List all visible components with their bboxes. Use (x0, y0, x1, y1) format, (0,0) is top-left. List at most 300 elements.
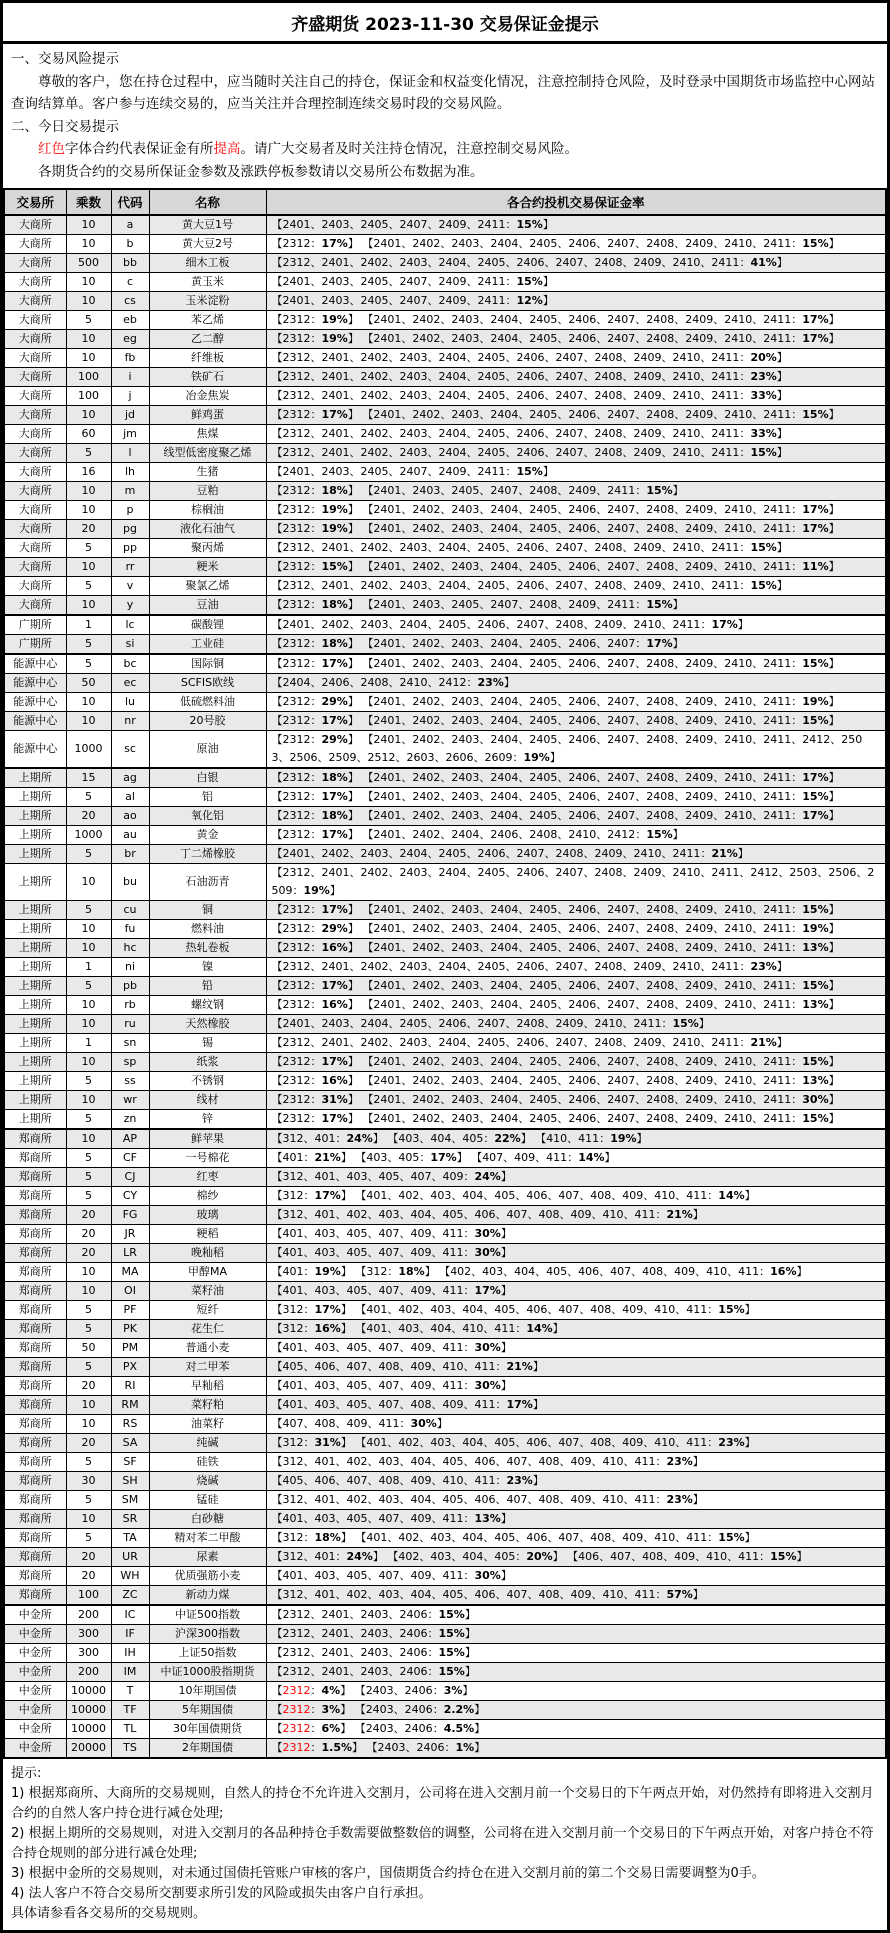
name-cell: 玻璃 (149, 1206, 266, 1225)
contract-rate-group: 【407、409、411：14%】 (471, 1151, 616, 1164)
name-cell: 尿素 (149, 1548, 266, 1567)
name-cell: 生猪 (149, 463, 266, 482)
margin-rate-value: 57% (666, 1588, 693, 1601)
margin-rate-value: 15% (750, 541, 777, 554)
exchange-cell: 郑商所 (4, 1434, 66, 1453)
name-cell: 普通小麦 (149, 1339, 266, 1358)
table-row (4, 635, 886, 655)
margin-rate-value: 14% (718, 1189, 745, 1202)
multiplier-cell: 10 (66, 1015, 111, 1034)
contract-rate-group: 【2401、2402、2403、2404、2405、2406、2407、2408、2409、2410、2411：17%】 (362, 771, 840, 784)
table-row (4, 254, 886, 273)
contract-months: 401、403、405、407、409、411 (282, 1227, 464, 1240)
table-row (4, 1644, 886, 1663)
contract-months: 401、403、405、407、408、409、411 (282, 1398, 496, 1411)
multiplier-cell: 5 (66, 1529, 111, 1548)
name-cell: 对二甲苯 (149, 1358, 266, 1377)
multiplier-cell: 5 (66, 1453, 111, 1472)
table-row (4, 1320, 886, 1339)
margin-rate-cell (266, 1739, 886, 1759)
name-cell: 碳酸锂 (149, 615, 266, 635)
margin-rate-cell (266, 826, 886, 845)
code-cell: PX (111, 1358, 149, 1377)
code-cell: TF (111, 1701, 149, 1720)
contract-months: 2401、2402、2403、2404、2405、2406、2407、2408、2409、2410、2411 (282, 618, 701, 631)
margin-rate-cell (266, 1263, 886, 1282)
name-cell: 石油沥青 (149, 864, 266, 901)
contract-rate-group: 【312、401、402、403、404、405、406、407、408、409、410、411：23%】 (271, 1493, 704, 1506)
contract-rate-group: 【401、402、403、404、405、406、407、408、409、410、411：15%】 (355, 1303, 756, 1316)
table-row (4, 1072, 886, 1091)
multiplier-cell: 10 (66, 1263, 111, 1282)
code-cell: ni (111, 958, 149, 977)
code-cell: b (111, 235, 149, 254)
margin-rate-value: 4.5% (443, 1722, 475, 1735)
notice-paragraph (11, 116, 879, 139)
multiplier-cell: 10 (66, 501, 111, 520)
contract-rate-group: 【401、402、403、404、405、406、407、408、409、410、411：14%】 (355, 1189, 756, 1202)
contract-rate-group: 【2312、2401、2403、2406：15%】 (271, 1665, 476, 1678)
margin-rate-value: 15% (802, 790, 829, 803)
code-cell: bc (111, 654, 149, 674)
multiplier-cell: 5 (66, 977, 111, 996)
contract-rate-group: 【403、405：17%】 (355, 1151, 468, 1164)
margin-rate-cell (266, 273, 886, 292)
margin-rate-cell (266, 558, 886, 577)
code-cell: SA (111, 1434, 149, 1453)
code-cell: ru (111, 1015, 149, 1034)
name-cell: 纯碱 (149, 1434, 266, 1453)
margin-rate-value: 1.5% (321, 1741, 353, 1754)
contract-rate-group: 【401、403、405、407、408、409、411：17%】 (271, 1398, 544, 1411)
code-cell: i (111, 368, 149, 387)
contract-months: 2401、2403、2405、2407、2409、2411 (282, 294, 506, 307)
margin-rate-cell (266, 387, 886, 406)
table-row (4, 1091, 886, 1110)
name-cell: 线材 (149, 1091, 266, 1110)
exchange-cell: 郑商所 (4, 1415, 66, 1434)
code-cell: nr (111, 712, 149, 731)
margin-rate-value: 19% (321, 522, 348, 535)
code-cell: eg (111, 330, 149, 349)
code-cell: br (111, 845, 149, 864)
multiplier-cell: 100 (66, 1586, 111, 1606)
margin-rate-cell (266, 539, 886, 558)
exchange-cell: 郑商所 (4, 1548, 66, 1567)
notice-text: 尊敬的客户，您在持仓过程中，应当随时关注自己的持仓，保证金和权益变化情况，注意控制持仓风险，及时登录中国期货市场监控中心网站查询结算单。客户参与连续交易的，应当关注并合理控制连续交易时段的交易风险。 (11, 73, 875, 112)
multiplier-cell: 10000 (66, 1720, 111, 1739)
contract-months: 401、403、405、407、409、411 (282, 1341, 464, 1354)
code-cell: c (111, 273, 149, 292)
margin-rate-cell (266, 1586, 886, 1606)
exchange-cell: 郑商所 (4, 1129, 66, 1149)
table-row (4, 1491, 886, 1510)
margin-rate-cell (266, 406, 886, 425)
multiplier-cell: 10 (66, 235, 111, 254)
contract-months: 2312、2401、2403、2406 (282, 1608, 428, 1621)
exchange-cell: 上期所 (4, 1034, 66, 1053)
table-row (4, 1168, 886, 1187)
margin-rate-value: 17% (802, 771, 829, 784)
multiplier-cell: 5 (66, 1187, 111, 1206)
code-cell: PF (111, 1301, 149, 1320)
multiplier-cell: 5 (66, 577, 111, 596)
name-cell: 低硫燃料油 (149, 693, 266, 712)
contract-months: 2312 (282, 237, 311, 250)
exchange-cell: 郑商所 (4, 1168, 66, 1187)
multiplier-cell: 20 (66, 807, 111, 826)
contract-rate-group: 【312：16%】 (271, 1322, 352, 1335)
margin-rate-value: 30% (802, 1093, 829, 1106)
contract-rate-group: 【2312：19%】 (271, 522, 359, 535)
exchange-cell: 郑商所 (4, 1244, 66, 1263)
code-cell: fb (111, 349, 149, 368)
contract-months: 2401、2402、2403、2404、2405、2406、2407、2408、2409、2410、2411 (373, 1093, 792, 1106)
multiplier-cell: 500 (66, 254, 111, 273)
exchange-cell: 中金所 (4, 1739, 66, 1759)
exchange-cell: 郑商所 (4, 1396, 66, 1415)
contract-months: 405、406、407、408、409、410、411 (282, 1474, 496, 1487)
name-cell: 粳米 (149, 558, 266, 577)
code-cell: ao (111, 807, 149, 826)
table-row (4, 1625, 886, 1644)
contract-rate-group: 【2312：16%】 (271, 941, 359, 954)
contract-months: 2312 (282, 1093, 311, 1106)
margin-rate-cell (266, 1053, 886, 1072)
contract-months: 2312 (282, 598, 311, 611)
exchange-cell: 上期所 (4, 864, 66, 901)
exchange-cell: 中金所 (4, 1720, 66, 1739)
margin-rate-cell (266, 444, 886, 463)
margin-rate-value: 17% (321, 1055, 348, 1068)
table-row (4, 654, 886, 674)
code-cell: a (111, 215, 149, 235)
contract-rate-group: 【2401、2402、2403、2404、2405、2406、2407、2408、2409、2410、2411：13%】 (362, 998, 840, 1011)
table-row (4, 1129, 886, 1149)
code-cell: lh (111, 463, 149, 482)
code-cell: LR (111, 1244, 149, 1263)
margin-rate-value: 19% (321, 503, 348, 516)
name-cell: 白砂糖 (149, 1510, 266, 1529)
exchange-cell: 上期所 (4, 807, 66, 826)
exchange-cell: 中金所 (4, 1663, 66, 1682)
contract-months: 401 (282, 1151, 304, 1164)
name-cell: 豆油 (149, 596, 266, 616)
contract-rate-group: 【312：18%】 (355, 1265, 436, 1278)
contract-rate-group: 【401、403、405、407、409、411：30%】 (271, 1569, 512, 1582)
table-row (4, 215, 886, 235)
contract-rate-group: 【2312、2401、2402、2403、2404、2405、2406、2407、2408、2409、2410、2411：21%】 (271, 1036, 788, 1049)
col-header-code: 代码 (111, 189, 149, 215)
table-row (4, 731, 886, 769)
margin-rate-value: 15% (802, 408, 829, 421)
contract-rate-group: 【2312：29%】 (271, 695, 359, 708)
contract-months: 312 (282, 1531, 304, 1544)
multiplier-cell: 5 (66, 1491, 111, 1510)
contract-months: 2312 (282, 657, 311, 670)
exchange-cell: 大商所 (4, 444, 66, 463)
exchange-cell: 大商所 (4, 425, 66, 444)
margin-rate-cell (266, 1034, 886, 1053)
margin-rate-value: 15% (321, 560, 348, 573)
margin-rate-value: 30% (474, 1569, 501, 1582)
margin-rate-cell (266, 1567, 886, 1586)
table-row (4, 1434, 886, 1453)
multiplier-cell: 100 (66, 368, 111, 387)
contract-months: 2401、2402、2403、2404、2405、2406、2407、2408、2409、2410、2411 (373, 332, 792, 345)
exchange-cell: 大商所 (4, 520, 66, 539)
exchange-cell: 上期所 (4, 977, 66, 996)
name-cell: 苯乙烯 (149, 311, 266, 330)
margin-rate-cell (266, 939, 886, 958)
margin-rate-cell (266, 1644, 886, 1663)
margin-rate-value: 15% (802, 903, 829, 916)
multiplier-cell: 1 (66, 958, 111, 977)
table-row (4, 1263, 886, 1282)
contract-rate-group: 【2401、2402、2403、2404、2405、2406、2407：17%】 (362, 637, 684, 650)
multiplier-cell: 20 (66, 520, 111, 539)
contract-rate-group: 【401、402、403、404、405、406、407、408、409、410、411：15%】 (355, 1531, 756, 1544)
contract-months: 312 (282, 1189, 304, 1202)
table-row (4, 807, 886, 826)
code-cell: IH (111, 1644, 149, 1663)
name-cell: 晚籼稻 (149, 1244, 266, 1263)
code-cell: RM (111, 1396, 149, 1415)
name-cell: 天然橡胶 (149, 1015, 266, 1034)
table-row (4, 1739, 886, 1759)
code-cell: TL (111, 1720, 149, 1739)
margin-rate-cell (266, 1129, 886, 1149)
code-cell: si (111, 635, 149, 655)
contract-months: 312 (366, 1265, 388, 1278)
name-cell: 热轧卷板 (149, 939, 266, 958)
contract-rate-group: 【2312：17%】 (271, 903, 359, 916)
exchange-cell: 上期所 (4, 826, 66, 845)
contract-months: 2401、2402、2403、2404、2405、2406、2407、2408、2409、2410、2411 (373, 922, 792, 935)
contract-rate-group: 【2404、2406、2408、2410、2412：23%】 (271, 676, 515, 689)
contract-months: 401、403、405、407、409、411 (282, 1512, 464, 1525)
exchange-cell: 大商所 (4, 596, 66, 616)
contract-months: 2401、2402、2403、2404、2405、2406、2407、2408、2409、2410、2411 (373, 503, 792, 516)
red-highlight-text: 红色 (38, 141, 65, 157)
table-row (4, 577, 886, 596)
table-row (4, 977, 886, 996)
name-cell: 粳稻 (149, 1225, 266, 1244)
code-cell: pg (111, 520, 149, 539)
contract-rate-group: 【2312：19%】 (271, 503, 359, 516)
contract-months: 2312 (282, 809, 311, 822)
name-cell: 乙二醇 (149, 330, 266, 349)
contract-rate-group: 【2403、2406：3%】 (354, 1684, 474, 1697)
contract-months: 2401、2402、2403、2404、2405、2406、2407、2408、2409、2410、2411 (373, 408, 792, 421)
exchange-cell: 上期所 (4, 958, 66, 977)
contract-rate-group: 【2312：16%】 (271, 998, 359, 1011)
margin-rate-cell (266, 1149, 886, 1168)
margin-rate-value: 15% (750, 579, 777, 592)
margin-rate-value: 19% (321, 332, 348, 345)
exchange-cell: 郑商所 (4, 1149, 66, 1168)
contract-rate-group: 【2401、2402、2403、2404、2405、2406、2407、2408、2409、2410、2411：17%】 (362, 503, 840, 516)
exchange-cell: 能源中心 (4, 693, 66, 712)
margin-rate-value: 15% (438, 1627, 465, 1640)
margin-rate-cell (266, 674, 886, 693)
margin-rate-value: 15% (438, 1665, 465, 1678)
contract-months: 2312、2401、2402、2403、2404、2405、2406、2407、2408、2409、2410、2411、2412、2503、2506、2509 (271, 866, 875, 897)
contract-rate-group: 【2401、2402、2403、2404、2405、2406、2407、2408、2409、2410、2411：15%】 (362, 1112, 840, 1125)
multiplier-cell: 10 (66, 920, 111, 939)
exchange-cell: 郑商所 (4, 1491, 66, 1510)
margin-rate-cell (266, 330, 886, 349)
contract-months: 2401、2402、2403、2404、2405、2406、2407、2408、2409、2410、2411 (373, 522, 792, 535)
margin-rate-cell (266, 368, 886, 387)
margin-rate-value: 13% (802, 1074, 829, 1087)
multiplier-cell: 10 (66, 864, 111, 901)
margin-rate-value: 17% (321, 408, 348, 421)
name-cell: 锡 (149, 1034, 266, 1053)
code-cell: SR (111, 1510, 149, 1529)
margin-rate-cell (266, 1072, 886, 1091)
table-row (4, 1187, 886, 1206)
contract-months: 312、401、403、405、407、409 (282, 1170, 464, 1183)
contract-months: 312 (282, 1322, 304, 1335)
margin-rate-value: 3% (321, 1703, 341, 1716)
multiplier-cell: 1 (66, 1034, 111, 1053)
multiplier-cell: 5 (66, 1072, 111, 1091)
margin-rate-value: 17% (321, 790, 348, 803)
contract-rate-group: 【2401、2402、2403、2404、2405、2406、2407、2408、2409、2410、2411：15%】 (362, 237, 840, 250)
margin-rate-value: 30% (474, 1341, 501, 1354)
name-cell: 黄大豆1号 (149, 215, 266, 235)
multiplier-cell: 5 (66, 1320, 111, 1339)
margin-rate-cell (266, 1225, 886, 1244)
margin-rate-cell (266, 864, 886, 901)
contract-months: 2401、2402、2403、2404、2405、2406、2407、2408、2409、2410、2411 (373, 1055, 792, 1068)
table-row (4, 463, 886, 482)
contract-rate-group: 【401：19%】 (271, 1265, 352, 1278)
name-cell: 沪深300指数 (149, 1625, 266, 1644)
margin-rate-value: 19% (802, 695, 829, 708)
table-row (4, 1453, 886, 1472)
exchange-cell: 上期所 (4, 939, 66, 958)
exchange-cell: 郑商所 (4, 1586, 66, 1606)
multiplier-cell: 10 (66, 330, 111, 349)
margin-rate-value: 2.2% (443, 1703, 475, 1716)
margin-rate-value: 18% (321, 809, 348, 822)
code-cell: jd (111, 406, 149, 425)
multiplier-cell: 10 (66, 1282, 111, 1301)
multiplier-cell: 20 (66, 1225, 111, 1244)
code-cell: sn (111, 1034, 149, 1053)
contract-rate-group: 【2401、2402、2403、2404、2405、2406、2407、2408、2409、2410、2411：15%】 (362, 714, 840, 727)
exchange-cell: 郑商所 (4, 1301, 66, 1320)
exchange-cell: 上期所 (4, 1110, 66, 1130)
table-row (4, 558, 886, 577)
name-cell: 锰硅 (149, 1491, 266, 1510)
code-cell: RI (111, 1377, 149, 1396)
contract-months: 2312 (282, 313, 311, 326)
contract-rate-group: 【2312：17%】 (271, 828, 359, 841)
margin-rate-value: 23% (666, 1455, 693, 1468)
name-cell: 纤维板 (149, 349, 266, 368)
contract-months: 2401、2402、2403、2404、2405、2406、2407、2408、2409、2410、2411 (373, 237, 792, 250)
contract-months: 401、403、405、407、409、411 (282, 1379, 464, 1392)
table-header-row (4, 189, 886, 215)
name-cell: 红枣 (149, 1168, 266, 1187)
notice-text: 。请广大交易者及时关注持仓情况，注意控制交易风险。 (240, 141, 578, 157)
contract-rate-group: 【401、403、405、407、409、411：30%】 (271, 1379, 512, 1392)
multiplier-cell: 1 (66, 615, 111, 635)
multiplier-cell: 10 (66, 1053, 111, 1072)
margin-rate-value: 17% (321, 657, 348, 670)
exchange-cell: 郑商所 (4, 1529, 66, 1548)
name-cell: 10年期国债 (149, 1682, 266, 1701)
contract-months: 2401、2402、2404、2406、2408、2410、2412 (373, 828, 636, 841)
contract-months: 2312、2401、2403、2406 (282, 1627, 428, 1640)
contract-rate-group: 【2401、2402、2404、2406、2408、2410、2412：15%】 (362, 828, 684, 841)
name-cell: 不锈钢 (149, 1072, 266, 1091)
margin-rate-value: 15% (802, 1112, 829, 1125)
contract-rate-group: 【2312、2401、2402、2403、2404、2405、2406、2407、2408、2409、2410、2411：20%】 (271, 351, 788, 364)
contract-rate-group: 【2312、2401、2402、2403、2404、2405、2406、2407、2408、2409、2410、2411：15%】 (271, 579, 788, 592)
contract-months: 2312 (282, 484, 311, 497)
note-line: 2) 根据上期所的交易规则，对进入交割月的各品种持仓手数需要做整数倍的调整，公司将在进入交割月前一个交易日的下午两点开始，对客户持仓不符合持仓规则的部分进行减仓处理; (11, 1826, 874, 1861)
name-cell: 30年国债期货 (149, 1720, 266, 1739)
col-header-margin-rate: 各合约投机交易保证金率 (266, 189, 886, 215)
contract-months: 401、402、403、404、405、406、407、408、409、410、411 (366, 1531, 708, 1544)
contract-rate-group: 【2312：17%】 (271, 408, 359, 421)
margin-rate-cell (266, 1605, 886, 1625)
name-cell: 螺纹钢 (149, 996, 266, 1015)
exchange-cell: 郑商所 (4, 1567, 66, 1586)
multiplier-cell: 60 (66, 425, 111, 444)
exchange-cell: 郑商所 (4, 1187, 66, 1206)
exchange-cell: 郑商所 (4, 1320, 66, 1339)
note-line: 具体请参看各交易所的交易规则。 (11, 1906, 207, 1921)
contract-months: 2312、2401、2402、2403、2404、2405、2406、2407、2408、2409、2410、2411 (282, 256, 740, 269)
margin-rate-value: 21% (314, 1151, 341, 1164)
contract-months: 2404、2406、2408、2410、2412 (282, 676, 467, 689)
multiplier-cell: 1000 (66, 826, 111, 845)
code-cell: m (111, 482, 149, 501)
contract-rate-group: 【2312：17%】 (271, 979, 359, 992)
exchange-cell: 郑商所 (4, 1206, 66, 1225)
margin-rate-value: 33% (750, 427, 777, 440)
multiplier-cell: 5 (66, 845, 111, 864)
exchange-cell: 上期所 (4, 996, 66, 1015)
contract-rate-group: 【2312：18%】 (271, 637, 359, 650)
exchange-cell: 大商所 (4, 311, 66, 330)
margin-rate-value: 17% (430, 1151, 457, 1164)
margin-rate-value: 21% (711, 847, 738, 860)
exchange-cell: 能源中心 (4, 712, 66, 731)
contract-months: 2312 (282, 790, 311, 803)
contract-months: 312、401、402、403、404、405、406、407、408、409、410、411 (282, 1455, 656, 1468)
contract-months: 401、403、404、410、411 (366, 1322, 516, 1335)
contract-months: 2403、2406 (365, 1684, 433, 1697)
margin-rate-cell (266, 1377, 886, 1396)
name-cell: 2年期国债 (149, 1739, 266, 1759)
contract-months: 401、403、405、407、409、411 (282, 1284, 464, 1297)
contract-months: 2312 (282, 903, 311, 916)
contract-months: 407、409、411 (482, 1151, 568, 1164)
contract-months: 402、403、404、405、406、407、408、409、410、411 (450, 1265, 760, 1278)
contract-months: 312、401、402、403、404、405、406、407、408、409、410、411 (282, 1588, 656, 1601)
margin-rate-value: 24% (346, 1550, 373, 1563)
contract-rate-group: 【2312：3%】 (271, 1703, 352, 1716)
contract-rate-group: 【2312、2401、2402、2403、2404、2405、2406、2407、2408、2409、2410、2411：41%】 (271, 256, 788, 269)
margin-rate-cell (266, 1168, 886, 1187)
table-row (4, 596, 886, 616)
